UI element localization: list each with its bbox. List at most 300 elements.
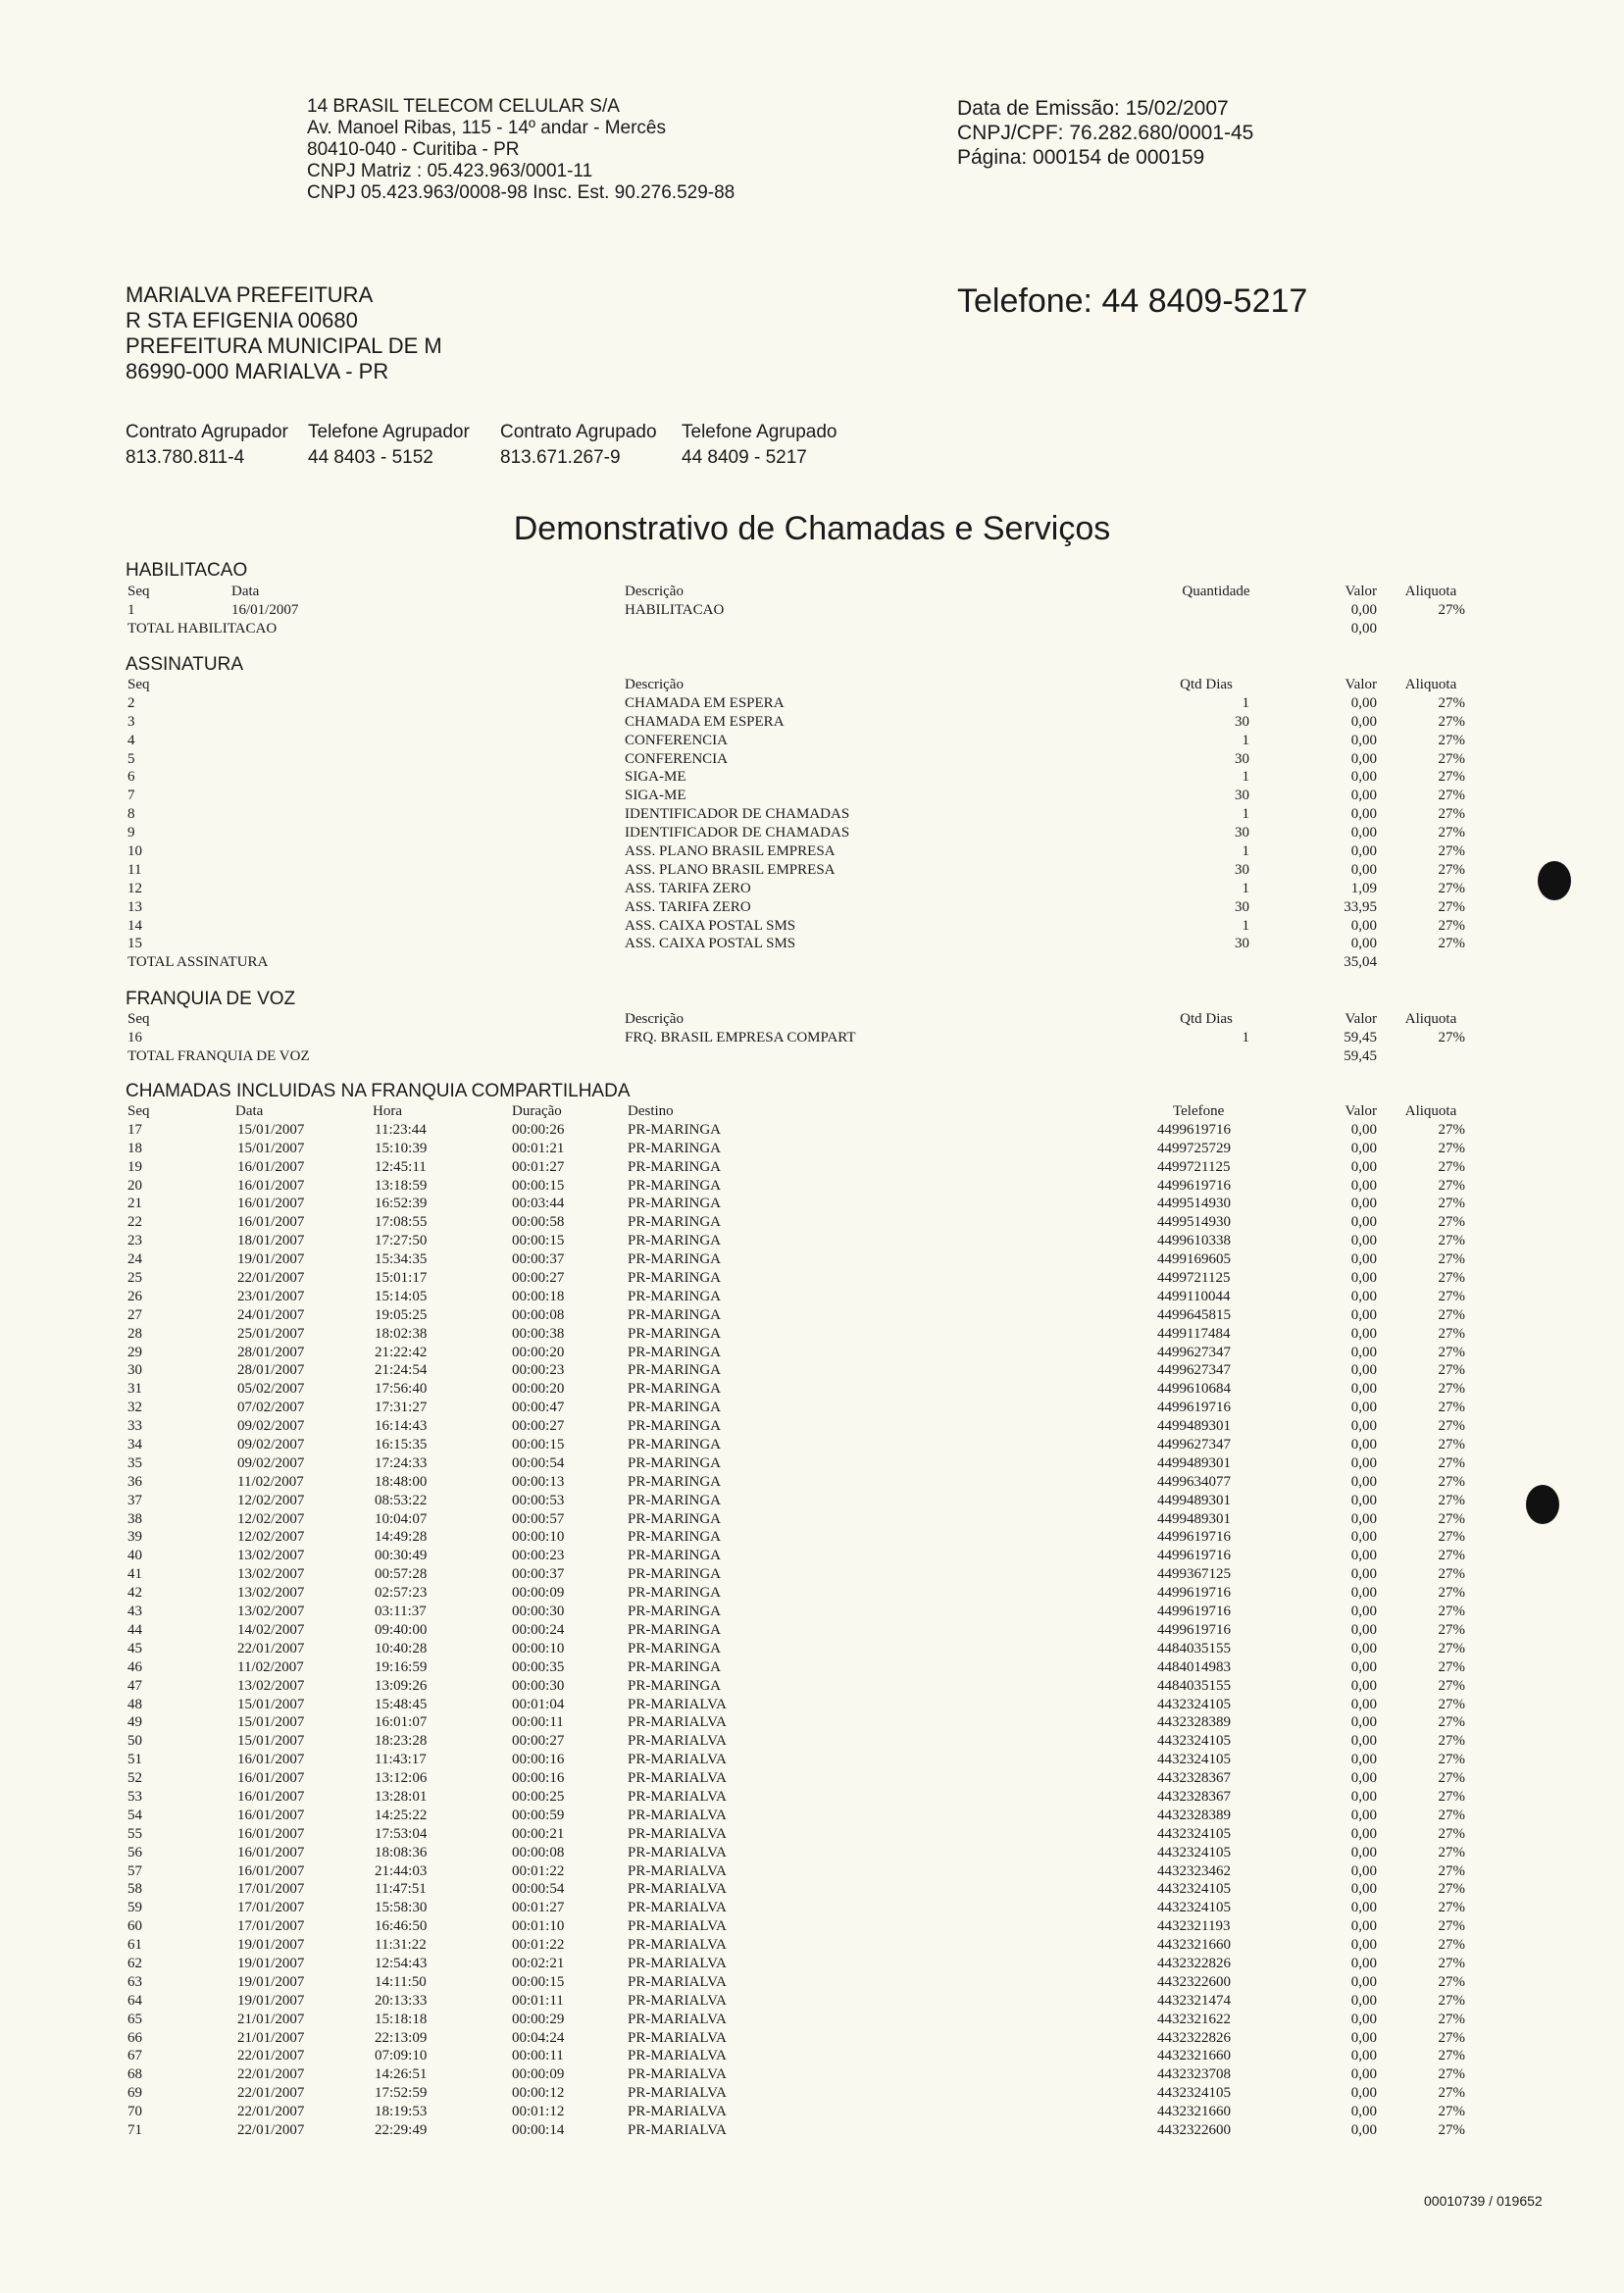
cell-hora: 02:57:23 <box>375 1585 428 1602</box>
table-row <box>0 732 1624 750</box>
cell-valor: 0,00 <box>1350 1862 1377 1879</box>
table-row <box>0 1288 1624 1306</box>
cell-aliquota: 27% <box>1438 898 1465 915</box>
cell-valor: 0,00 <box>1350 1196 1377 1212</box>
cell-telefone: 4432322600 <box>1157 2121 1231 2138</box>
cell-valor: 0,00 <box>1350 788 1377 804</box>
header-aliquota: Aliquota <box>1404 1011 1457 1027</box>
cell-duracao: 00:01:21 <box>512 1140 565 1156</box>
cell-valor: 0,00 <box>1350 1696 1377 1712</box>
cell-duracao: 00:00:47 <box>512 1400 565 1416</box>
cell-seq: 51 <box>127 1752 142 1768</box>
cell-hora: 14:25:22 <box>375 1807 428 1823</box>
table-row <box>0 1473 1624 1492</box>
cell-aliquota: 27% <box>1438 1752 1465 1768</box>
cell-telefone: 4499619716 <box>1157 1529 1231 1546</box>
header-descricao: Descrição <box>625 1011 684 1027</box>
telefone-agrupado-label: Telefone Agrupado <box>682 422 837 442</box>
cell-aliquota: 27% <box>1438 1325 1465 1342</box>
cell-telefone: 4499627347 <box>1157 1437 1231 1453</box>
cell-hora: 16:46:50 <box>375 1918 428 1935</box>
cell-seq: 27 <box>127 1306 142 1323</box>
cell-data: 15/01/2007 <box>237 1733 305 1750</box>
cell-aliquota: 27% <box>1438 1696 1465 1712</box>
cell-qtd: 30 <box>1235 898 1249 915</box>
cell-aliquota: 27% <box>1438 1362 1465 1379</box>
cell-hora: 17:08:55 <box>375 1214 428 1231</box>
table-row <box>0 750 1624 769</box>
cell-aliquota: 27% <box>1438 1585 1465 1602</box>
cell-valor: 0,00 <box>1350 1344 1377 1360</box>
cell-destino: PR-MARINGA <box>628 1140 722 1156</box>
cell-seq: 39 <box>127 1529 142 1546</box>
cell-seq: 10 <box>127 843 142 860</box>
cell-data: 09/02/2007 <box>237 1437 305 1453</box>
cell-hora: 13:28:01 <box>375 1788 428 1805</box>
cell-duracao: 00:01:04 <box>512 1696 565 1712</box>
cell-destino: PR-MARINGA <box>628 1325 722 1342</box>
cell-valor: 0,00 <box>1350 1325 1377 1342</box>
habilitacao-table <box>0 583 1624 638</box>
cell-destino: PR-MARINGA <box>628 1621 722 1638</box>
cell-seq: 14 <box>127 917 142 934</box>
cell-aliquota: 27% <box>1438 1937 1465 1954</box>
cell-destino: PR-MARIALVA <box>628 2104 727 2120</box>
cell-valor: 0,00 <box>1350 1640 1377 1656</box>
cell-aliquota: 27% <box>1438 2066 1465 2083</box>
company-cnpj: CNPJ 05.423.963/0008-98 Insc. Est. 90.276.529-88 <box>307 182 736 203</box>
cell-destino: PR-MARIALVA <box>628 1807 727 1823</box>
cell-aliquota: 27% <box>1438 1196 1465 1212</box>
cell-telefone: 4499721125 <box>1157 1158 1231 1175</box>
cell-destino: PR-MARINGA <box>628 1177 722 1194</box>
cell-aliquota: 27% <box>1438 1288 1465 1304</box>
table-row <box>0 1825 1624 1844</box>
cell-destino: PR-MARIALVA <box>628 1752 727 1768</box>
cell-seq: 23 <box>127 1233 142 1249</box>
cell-telefone: 4432324105 <box>1157 1900 1231 1916</box>
cell-hora: 11:31:22 <box>375 1937 427 1954</box>
cell-valor: 0,00 <box>1350 1752 1377 1768</box>
cell-seq: 53 <box>127 1788 142 1805</box>
cell-aliquota: 27% <box>1438 1788 1465 1805</box>
cell-telefone: 4499634077 <box>1157 1473 1231 1490</box>
cell-descricao: CONFERENCIA <box>625 750 729 767</box>
cell-duracao: 00:00:24 <box>512 1621 565 1638</box>
cell-data: 19/01/2007 <box>237 1973 305 1990</box>
cell-valor: 0,00 <box>1350 843 1377 860</box>
table-row <box>0 1621 1624 1640</box>
cell-destino: PR-MARIALVA <box>628 2066 727 2083</box>
cell-telefone: 4432322826 <box>1157 1955 1231 1971</box>
cell-destino: PR-MARINGA <box>628 1529 722 1546</box>
cell-duracao: 00:00:37 <box>512 1251 565 1268</box>
cell-telefone: 4499489301 <box>1157 1492 1231 1508</box>
cell-telefone: 4484035155 <box>1157 1640 1231 1656</box>
cell-qtd: 30 <box>1235 788 1249 804</box>
table-row <box>0 2103 1624 2121</box>
cell-hora: 16:14:43 <box>375 1418 428 1435</box>
cell-destino: PR-MARINGA <box>628 1604 722 1620</box>
cell-telefone: 4499721125 <box>1157 1270 1231 1287</box>
cell-valor: 0,00 <box>1350 1788 1377 1805</box>
cell-seq: 69 <box>127 2085 142 2102</box>
table-row <box>0 1899 1624 1917</box>
cell-valor: 0,00 <box>1350 1585 1377 1602</box>
cell-seq: 37 <box>127 1492 142 1508</box>
cell-data: 16/01/2007 <box>237 1752 305 1768</box>
cell-hora: 17:31:27 <box>375 1400 428 1416</box>
total-label: TOTAL FRANQUIA DE VOZ <box>127 1047 310 1064</box>
cell-duracao: 00:00:15 <box>512 1233 565 1249</box>
cell-aliquota: 27% <box>1438 788 1465 804</box>
cell-duracao: 00:00:26 <box>512 1121 565 1138</box>
cell-seq: 64 <box>127 1992 142 2009</box>
cell-duracao: 00:00:11 <box>512 1714 564 1731</box>
total-value: 0,00 <box>1350 620 1377 637</box>
cell-seq: 42 <box>127 1585 142 1602</box>
cell-valor: 0,00 <box>1350 1937 1377 1954</box>
cell-seq: 48 <box>127 1696 142 1712</box>
cell-data: 09/02/2007 <box>237 1418 305 1435</box>
cell-destino: PR-MARINGA <box>628 1677 722 1694</box>
cell-data: 22/01/2007 <box>237 2048 305 2064</box>
cell-destino: PR-MARIALVA <box>628 1714 727 1731</box>
table-row <box>0 1696 1624 1714</box>
contract-agrupador-label: Contrato Agrupador <box>126 422 288 442</box>
cell-aliquota: 27% <box>1438 936 1465 952</box>
total-row <box>0 953 1624 972</box>
cell-seq: 28 <box>127 1325 142 1342</box>
cell-seq: 65 <box>127 2011 142 2027</box>
cell-telefone: 4499169605 <box>1157 1251 1231 1268</box>
table-row <box>0 1250 1624 1269</box>
cell-descricao: HABILITACAO <box>625 601 725 618</box>
cell-seq: 29 <box>127 1344 142 1360</box>
cell-valor: 0,00 <box>1350 1140 1377 1156</box>
footer-code: 00010739 / 019652 <box>1424 2193 1543 2209</box>
cell-seq: 12 <box>127 880 142 896</box>
cell-seq: 46 <box>127 1658 142 1675</box>
cell-valor: 0,00 <box>1350 2104 1377 2120</box>
cell-hora: 15:10:39 <box>375 1140 428 1156</box>
cell-aliquota: 27% <box>1438 880 1465 896</box>
cell-telefone: 4432324105 <box>1157 1696 1231 1712</box>
cell-valor: 0,00 <box>1350 825 1377 841</box>
cell-aliquota: 27% <box>1438 1900 1465 1916</box>
cell-valor: 0,00 <box>1350 601 1377 618</box>
cell-data: 19/01/2007 <box>237 1955 305 1971</box>
header-qtd-dias: Qtd Dias <box>1180 1011 1233 1027</box>
cell-valor: 0,00 <box>1350 1604 1377 1620</box>
cell-seq: 30 <box>127 1362 142 1379</box>
header-data: Data <box>231 584 260 599</box>
cell-telefone: 4499610684 <box>1157 1381 1231 1398</box>
cell-valor: 0,00 <box>1350 1288 1377 1304</box>
header-seq: Seq <box>127 1011 150 1027</box>
cell-telefone: 4499489301 <box>1157 1454 1231 1471</box>
table-header <box>0 583 1624 601</box>
cell-seq: 49 <box>127 1714 142 1731</box>
cell-telefone: 4499725729 <box>1157 1140 1231 1156</box>
cell-aliquota: 27% <box>1438 732 1465 748</box>
cell-aliquota: 27% <box>1438 1548 1465 1564</box>
cell-seq: 5 <box>127 750 135 767</box>
cell-duracao: 00:00:57 <box>512 1510 565 1527</box>
cell-hora: 11:43:17 <box>375 1752 427 1768</box>
cell-data: 09/02/2007 <box>237 1454 305 1471</box>
cell-seq: 63 <box>127 1973 142 1990</box>
cell-telefone: 4432324105 <box>1157 2085 1231 2102</box>
table-row <box>0 1325 1624 1344</box>
cell-data: 16/01/2007 <box>237 1177 305 1194</box>
cell-descricao: FRQ. BRASIL EMPRESA COMPART <box>625 1029 856 1045</box>
cell-aliquota: 27% <box>1438 825 1465 841</box>
cell-aliquota: 27% <box>1438 2029 1465 2046</box>
table-row <box>0 1844 1624 1862</box>
cell-data: 13/02/2007 <box>237 1585 305 1602</box>
cell-valor: 0,00 <box>1350 1454 1377 1471</box>
cell-qtd: 1 <box>1242 769 1249 786</box>
cell-valor: 0,00 <box>1350 713 1377 730</box>
cell-seq: 2 <box>127 694 135 711</box>
cell-qtd: 1 <box>1242 732 1249 748</box>
cell-hora: 14:11:50 <box>375 1973 427 1990</box>
cell-valor: 0,00 <box>1350 1473 1377 1490</box>
cell-telefone: 4432324105 <box>1157 1844 1231 1860</box>
cell-aliquota: 27% <box>1438 1306 1465 1323</box>
cell-telefone: 4432322826 <box>1157 2029 1231 2046</box>
cell-aliquota: 27% <box>1438 1640 1465 1656</box>
cell-aliquota: 27% <box>1438 1029 1465 1045</box>
table-row <box>0 1121 1624 1140</box>
cell-valor: 0,00 <box>1350 1548 1377 1564</box>
cell-seq: 15 <box>127 936 142 952</box>
cell-duracao: 00:00:16 <box>512 1752 565 1768</box>
cell-seq: 35 <box>127 1454 142 1471</box>
cell-seq: 3 <box>127 713 135 730</box>
cell-duracao: 00:00:23 <box>512 1548 565 1564</box>
cell-data: 21/01/2007 <box>237 2011 305 2027</box>
cell-valor: 33,95 <box>1344 898 1377 915</box>
cell-destino: PR-MARINGA <box>628 1510 722 1527</box>
issue-date: Data de Emissão: 15/02/2007 <box>957 97 1229 120</box>
cell-data: 19/01/2007 <box>237 1992 305 2009</box>
cell-duracao: 00:00:09 <box>512 1585 565 1602</box>
cell-hora: 12:45:11 <box>375 1158 427 1175</box>
telefone-label: Telefone: 44 8409-5217 <box>957 282 1308 320</box>
cell-aliquota: 27% <box>1438 1400 1465 1416</box>
cell-aliquota: 27% <box>1438 1973 1465 1990</box>
cell-seq: 43 <box>127 1604 142 1620</box>
total-label: TOTAL HABILITACAO <box>127 620 278 637</box>
cell-descricao: SIGA-ME <box>625 769 686 786</box>
cell-seq: 58 <box>127 1881 142 1898</box>
cell-seq: 19 <box>127 1158 142 1175</box>
total-label: TOTAL ASSINATURA <box>127 954 269 971</box>
document-info <box>957 96 1253 170</box>
cell-seq: 20 <box>127 1177 142 1194</box>
cell-aliquota: 27% <box>1438 601 1465 618</box>
table-row <box>0 1751 1624 1769</box>
cell-duracao: 00:00:13 <box>512 1473 565 1490</box>
cell-data: 24/01/2007 <box>237 1306 305 1323</box>
cell-aliquota: 27% <box>1438 2048 1465 2064</box>
cell-seq: 44 <box>127 1621 142 1638</box>
total-value: 59,45 <box>1344 1047 1377 1064</box>
table-row <box>0 2084 1624 2103</box>
cell-hora: 10:04:07 <box>375 1510 428 1527</box>
cell-descricao: SIGA-ME <box>625 788 686 804</box>
table-row <box>0 1029 1624 1047</box>
cell-destino: PR-MARIALVA <box>628 2085 727 2102</box>
table-row <box>0 2011 1624 2029</box>
cell-qtd: 1 <box>1242 917 1249 934</box>
cell-duracao: 00:00:08 <box>512 1844 565 1860</box>
header-valor: Valor <box>1345 677 1377 692</box>
cell-hora: 18:48:00 <box>375 1473 428 1490</box>
table-row <box>0 2065 1624 2084</box>
cell-data: 13/02/2007 <box>237 1604 305 1620</box>
table-row <box>0 935 1624 953</box>
cell-telefone: 4499619716 <box>1157 1121 1231 1138</box>
cell-telefone: 4499489301 <box>1157 1418 1231 1435</box>
table-row <box>0 1769 1624 1788</box>
table-row <box>0 2047 1624 2065</box>
cell-hora: 15:34:35 <box>375 1251 428 1268</box>
cell-data: 13/02/2007 <box>237 1677 305 1694</box>
cell-destino: PR-MARINGA <box>628 1270 722 1287</box>
cell-hora: 21:22:42 <box>375 1344 428 1360</box>
cell-duracao: 00:00:20 <box>512 1344 565 1360</box>
cell-hora: 16:15:35 <box>375 1437 428 1453</box>
cell-seq: 26 <box>127 1288 142 1304</box>
cell-destino: PR-MARIALVA <box>628 1788 727 1805</box>
header-qtd-dias: Qtd Dias <box>1180 677 1233 692</box>
table-header <box>0 1102 1624 1121</box>
cell-valor: 0,00 <box>1350 2066 1377 2083</box>
header-aliquota: Aliquota <box>1404 1103 1457 1119</box>
cell-aliquota: 27% <box>1438 2085 1465 2102</box>
cell-qtd: 30 <box>1235 750 1249 767</box>
cell-aliquota: 27% <box>1438 806 1465 823</box>
header-destino: Destino <box>628 1103 674 1119</box>
cell-seq: 67 <box>127 2048 142 2064</box>
cell-destino: PR-MARIALVA <box>628 1955 727 1971</box>
cell-valor: 0,00 <box>1350 1233 1377 1249</box>
cell-hora: 00:30:49 <box>375 1548 428 1564</box>
cell-duracao: 00:02:21 <box>512 1955 565 1971</box>
header-hora: Hora <box>373 1103 402 1119</box>
table-row <box>0 1973 1624 1992</box>
cell-valor: 0,00 <box>1350 1973 1377 1990</box>
cell-telefone: 4499610338 <box>1157 1233 1231 1249</box>
cell-data: 11/02/2007 <box>237 1658 304 1675</box>
cell-destino: PR-MARIALVA <box>628 1696 727 1712</box>
cell-duracao: 00:01:12 <box>512 2104 565 2120</box>
section-title-assinatura: ASSINATURA <box>126 654 244 675</box>
cell-aliquota: 27% <box>1438 1955 1465 1971</box>
cell-hora: 15:14:05 <box>375 1288 428 1304</box>
cell-data: 16/01/2007 <box>237 1770 305 1787</box>
punch-hole-bottom <box>1526 1485 1559 1524</box>
cell-destino: PR-MARINGA <box>628 1658 722 1675</box>
cell-valor: 0,00 <box>1350 750 1377 767</box>
cell-valor: 0,00 <box>1350 1121 1377 1138</box>
cell-destino: PR-MARINGA <box>628 1566 722 1583</box>
cell-destino: PR-MARINGA <box>628 1400 722 1416</box>
cell-aliquota: 27% <box>1438 1121 1465 1138</box>
cell-destino: PR-MARIALVA <box>628 1770 727 1787</box>
cell-telefone: 4499619716 <box>1157 1604 1231 1620</box>
cell-duracao: 00:00:27 <box>512 1733 565 1750</box>
cell-data: 28/01/2007 <box>237 1362 305 1379</box>
cell-valor: 0,00 <box>1350 1677 1377 1694</box>
cell-aliquota: 27% <box>1438 1918 1465 1935</box>
cell-aliquota: 27% <box>1438 1344 1465 1360</box>
cell-valor: 0,00 <box>1350 1900 1377 1916</box>
cell-valor: 0,00 <box>1350 1492 1377 1508</box>
cell-data: 16/01/2007 <box>231 601 299 618</box>
telefone-agrupador-label: Telefone Agrupador <box>308 422 470 442</box>
cell-aliquota: 27% <box>1438 1881 1465 1898</box>
table-row <box>0 917 1624 936</box>
cell-hora: 09:40:00 <box>375 1621 428 1638</box>
cell-destino: PR-MARIALVA <box>628 1973 727 1990</box>
cell-hora: 17:52:59 <box>375 2085 428 2102</box>
contract-agrupador-value: 813.780.811-4 <box>126 447 245 468</box>
cell-hora: 15:48:45 <box>375 1696 428 1712</box>
cell-seq: 61 <box>127 1937 142 1954</box>
header-duracao: Duração <box>512 1103 562 1119</box>
cell-valor: 0,00 <box>1350 1714 1377 1731</box>
cell-valor: 0,00 <box>1350 1270 1377 1287</box>
cell-valor: 0,00 <box>1350 1992 1377 2009</box>
header-quantidade: Quantidade <box>1182 584 1250 599</box>
cell-destino: PR-MARIALVA <box>628 2048 727 2064</box>
cell-destino: PR-MARINGA <box>628 1640 722 1656</box>
cell-duracao: 00:00:27 <box>512 1418 565 1435</box>
section-title-chamadas: CHAMADAS INCLUIDAS NA FRANQUIA COMPARTILHADA <box>126 1081 631 1101</box>
cell-valor: 0,00 <box>1350 1566 1377 1583</box>
cell-seq: 16 <box>127 1029 142 1045</box>
cell-hora: 22:13:09 <box>375 2029 428 2046</box>
header-seq: Seq <box>127 584 150 599</box>
cell-seq: 54 <box>127 1807 142 1823</box>
cell-data: 18/01/2007 <box>237 1233 305 1249</box>
cell-hora: 16:52:39 <box>375 1196 428 1212</box>
cell-duracao: 00:01:22 <box>512 1862 565 1879</box>
cell-seq: 71 <box>127 2121 142 2138</box>
cell-aliquota: 27% <box>1438 694 1465 711</box>
cell-telefone: 4499514930 <box>1157 1214 1231 1231</box>
cell-destino: PR-MARIALVA <box>628 2029 727 2046</box>
cell-data: 12/02/2007 <box>237 1492 305 1508</box>
cell-duracao: 00:00:15 <box>512 1973 565 1990</box>
cell-aliquota: 27% <box>1438 1862 1465 1879</box>
table-row <box>0 1640 1624 1658</box>
header-descricao: Descrição <box>625 677 684 692</box>
cell-duracao: 00:00:27 <box>512 1270 565 1287</box>
table-row <box>0 1510 1624 1529</box>
cell-valor: 0,00 <box>1350 806 1377 823</box>
cell-destino: PR-MARIALVA <box>628 1937 727 1954</box>
cell-descricao: IDENTIFICADOR DE CHAMADAS <box>625 825 850 841</box>
cell-valor: 1,09 <box>1350 880 1377 896</box>
cell-hora: 11:47:51 <box>375 1881 427 1898</box>
cell-hora: 14:49:28 <box>375 1529 428 1546</box>
cell-seq: 1 <box>127 601 135 618</box>
